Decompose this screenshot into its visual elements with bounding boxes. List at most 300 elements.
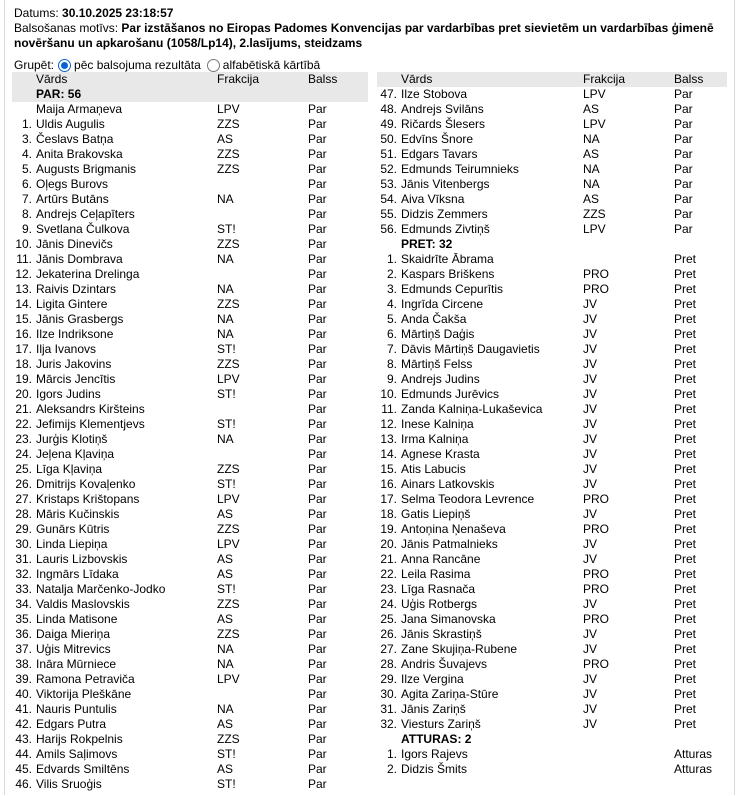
- vote: Par: [308, 717, 327, 731]
- deputy-name: Andrejs Svilāns: [401, 102, 484, 116]
- faction: JV: [583, 342, 598, 356]
- row-number: 3.: [21, 132, 32, 146]
- faction: JV: [583, 402, 598, 416]
- table-row: [12, 627, 368, 642]
- vote: Par: [674, 87, 693, 101]
- row-number: 55.: [380, 207, 397, 221]
- faction: LPV: [583, 87, 606, 101]
- deputy-name: Mārcis Jencītis: [36, 372, 116, 386]
- row-number: 26.: [380, 627, 397, 641]
- vote: Pret: [674, 402, 697, 416]
- vote: Pret: [674, 552, 697, 566]
- row-number: 51.: [380, 147, 397, 161]
- table-row: [377, 252, 727, 267]
- table-row: [12, 762, 368, 777]
- table-row: [12, 747, 368, 762]
- deputy-name: Juris Jakovins: [36, 357, 112, 371]
- deputy-name: Jānis Zariņš: [401, 702, 466, 716]
- motive-label: Balsošanas motīvs:: [14, 21, 119, 35]
- faction: ZZS: [217, 162, 240, 176]
- vote: Pret: [674, 507, 697, 521]
- vote: Par: [308, 342, 327, 356]
- deputy-name: Ināra Mūrniece: [36, 657, 117, 671]
- table-row: [12, 312, 368, 327]
- row-number: 30.: [380, 687, 397, 701]
- table-row: [12, 372, 368, 387]
- deputy-name: Jurģis Klotiņš: [36, 432, 108, 446]
- deputy-name: Edmunds Teirumnieks: [401, 162, 519, 176]
- row-number: 42.: [15, 717, 32, 731]
- faction: PRO: [583, 267, 610, 281]
- row-number: 1.: [386, 747, 397, 761]
- section-title: PAR: 56: [36, 87, 82, 101]
- row-number: 20.: [380, 537, 397, 551]
- vote: Pret: [674, 657, 697, 671]
- deputy-name: Dāvis Mārtiņš Daugavietis: [401, 342, 540, 356]
- deputy-name: Maija Armaņeva: [36, 102, 123, 116]
- motive-line: [14, 21, 729, 51]
- deputy-name: Valdis Maslovskis: [36, 597, 130, 611]
- grouping-label: Grupēt:: [14, 58, 55, 72]
- vote: Pret: [674, 447, 697, 461]
- deputy-name: Ligita Gintere: [36, 297, 108, 311]
- vote: Par: [308, 237, 327, 251]
- faction: PRO: [583, 282, 610, 296]
- vote: Par: [308, 462, 327, 476]
- faction: NA: [217, 282, 234, 296]
- row-number: 49.: [380, 117, 397, 131]
- deputy-name: Ingmārs Līdaka: [36, 567, 119, 581]
- table-row: [377, 477, 727, 492]
- faction: JV: [583, 507, 598, 521]
- deputy-name: Gatis Liepiņš: [401, 507, 471, 521]
- faction: ZZS: [217, 117, 240, 131]
- right-results-column: [377, 72, 727, 777]
- row-number: 25.: [380, 612, 397, 626]
- faction: JV: [583, 642, 598, 656]
- faction: PRO: [583, 522, 610, 536]
- deputy-name: Anda Čakša: [401, 312, 467, 326]
- table-row: [12, 282, 368, 297]
- deputy-name: Edvards Smiltēns: [36, 762, 130, 776]
- deputy-name: Gunārs Kūtris: [36, 522, 110, 536]
- deputy-name: Edmunds Zivtiņš: [401, 222, 490, 236]
- faction: AS: [217, 507, 234, 521]
- faction: JV: [583, 477, 598, 491]
- row-number: 9.: [21, 222, 32, 236]
- table-row: [377, 402, 727, 417]
- vote: Pret: [674, 567, 697, 581]
- table-row: [377, 567, 727, 582]
- vote: Par: [308, 762, 327, 776]
- deputy-name: Česlavs Batņa: [36, 132, 114, 146]
- deputy-name: Jānis Vitenbergs: [401, 177, 490, 191]
- table-row: [12, 222, 368, 237]
- radio-alphabetical[interactable]: [207, 59, 220, 72]
- radio-by-result[interactable]: [58, 59, 71, 72]
- table-row: [12, 432, 368, 447]
- table-row: [377, 687, 727, 702]
- table-row: [12, 147, 368, 162]
- row-number: 19.: [15, 372, 32, 386]
- vote: Par: [308, 252, 327, 266]
- vote: Pret: [674, 612, 697, 626]
- faction: PRO: [583, 657, 610, 671]
- row-number: 3.: [386, 282, 397, 296]
- radio-by-result-label[interactable]: pēc balsojuma rezultāta: [74, 58, 201, 72]
- faction: JV: [583, 552, 598, 566]
- faction: AS: [217, 132, 234, 146]
- table-row: [377, 207, 727, 222]
- deputy-name: Harijs Rokpelnis: [36, 732, 123, 746]
- radio-alphabetical-label[interactable]: alfabētiskā kārtībā: [222, 58, 321, 72]
- deputy-name: Ričards Šlesers: [401, 117, 486, 131]
- faction: ST!: [217, 747, 236, 761]
- table-row: [12, 477, 368, 492]
- vote: Pret: [674, 312, 697, 326]
- deputy-name: Mārtiņš Felss: [401, 357, 473, 371]
- faction: ZZS: [217, 297, 240, 311]
- table-row: [377, 117, 727, 132]
- section-title: PRET: 32: [401, 237, 453, 251]
- vote: Par: [308, 327, 327, 341]
- row-number: 40.: [15, 687, 32, 701]
- faction: JV: [583, 717, 598, 731]
- deputy-name: Aleksandrs Kiršteins: [36, 402, 145, 416]
- vote: Pret: [674, 717, 697, 731]
- vote: Par: [308, 357, 327, 371]
- deputy-name: Ingrīda Circene: [401, 297, 484, 311]
- row-number: 13.: [380, 432, 397, 446]
- deputy-name: Svetlana Čulkova: [36, 222, 130, 236]
- deputy-name: Ilja Ivanovs: [36, 342, 97, 356]
- vote-header: [14, 6, 729, 51]
- faction: JV: [583, 537, 598, 551]
- row-number: 20.: [15, 387, 32, 401]
- header-vote: Balss: [308, 72, 338, 86]
- faction: JV: [583, 447, 598, 461]
- row-number: 47.: [380, 87, 397, 101]
- deputy-name: Linda Matisone: [36, 612, 118, 626]
- vote: Par: [674, 177, 693, 191]
- deputy-name: Oļegs Burovs: [36, 177, 109, 191]
- vote: Pret: [674, 387, 697, 401]
- vote: Pret: [674, 687, 697, 701]
- vote: Par: [308, 702, 327, 716]
- deputy-name: Jekaterina Drelinga: [36, 267, 140, 281]
- vote: Par: [308, 312, 327, 326]
- faction: JV: [583, 312, 598, 326]
- faction: PRO: [583, 492, 610, 506]
- deputy-name: Jānis Patmalnieks: [401, 537, 498, 551]
- faction: JV: [583, 672, 598, 686]
- deputy-name: Ilze Stobova: [401, 87, 468, 101]
- row-number: 29.: [380, 672, 397, 686]
- faction: JV: [583, 372, 598, 386]
- row-number: 32.: [15, 567, 32, 581]
- vote: Pret: [674, 582, 697, 596]
- faction: ST!: [217, 342, 236, 356]
- deputy-name: Vilis Sruoģis: [36, 777, 102, 791]
- vote: Par: [308, 222, 327, 236]
- row-number: 24.: [380, 597, 397, 611]
- table-row: [12, 537, 368, 552]
- deputy-name: Edgars Putra: [36, 717, 107, 731]
- row-number: 28.: [15, 507, 32, 521]
- deputy-name: Nauris Puntulis: [36, 702, 117, 716]
- row-number: 4.: [386, 297, 397, 311]
- row-number: 17.: [15, 342, 32, 356]
- vote: Par: [308, 297, 327, 311]
- deputy-name: Uģis Rotbergs: [401, 597, 478, 611]
- vote: Pret: [674, 477, 697, 491]
- motive-value: Par izstāšanos no Eiropas Padomes Konvencijas par vardarbības pret sievietēm un vardarbības ģimenē novēršanu un apkarošanu (1058/Lp14), 2.lasījums, steidzams: [14, 21, 714, 50]
- row-number: 6.: [21, 177, 32, 191]
- deputy-name: Jānis Dombrava: [36, 252, 123, 266]
- row-number: 10.: [15, 237, 32, 251]
- table-row: [377, 747, 727, 762]
- faction: NA: [217, 192, 234, 206]
- vote: Par: [308, 402, 327, 416]
- deputy-name: Andrejs Ceļapīters: [36, 207, 135, 221]
- row-number: 53.: [380, 177, 397, 191]
- vote: Par: [674, 222, 693, 236]
- table-row: [377, 192, 727, 207]
- table-row: [377, 507, 727, 522]
- deputy-name: Jana Simanovska: [401, 612, 496, 626]
- deputy-name: Uldis Augulis: [36, 117, 105, 131]
- vote: Par: [308, 687, 327, 701]
- column-header: [377, 72, 727, 87]
- faction: JV: [583, 357, 598, 371]
- row-number: 18.: [380, 507, 397, 521]
- row-number: 28.: [380, 657, 397, 671]
- vote: Par: [308, 432, 327, 446]
- table-row: [377, 162, 727, 177]
- header-faction: Frakcija: [583, 72, 626, 86]
- faction: NA: [217, 312, 234, 326]
- faction: NA: [217, 642, 234, 656]
- table-row: [12, 117, 368, 132]
- vote: Par: [674, 162, 693, 176]
- row-number: 18.: [15, 357, 32, 371]
- table-row: [12, 462, 368, 477]
- table-row: [377, 327, 727, 342]
- vote: Par: [308, 372, 327, 386]
- faction: ZZS: [217, 462, 240, 476]
- deputy-name: Anita Brakovska: [36, 147, 123, 161]
- row-number: 39.: [15, 672, 32, 686]
- table-row: [377, 222, 727, 237]
- vote: Par: [308, 612, 327, 626]
- row-number: 1.: [21, 117, 32, 131]
- table-row: [12, 102, 368, 117]
- date-line: [14, 6, 729, 21]
- faction: ZZS: [583, 207, 606, 221]
- faction: NA: [583, 132, 600, 146]
- row-number: 21.: [15, 402, 32, 416]
- row-number: 1.: [386, 252, 397, 266]
- vote: Par: [308, 132, 327, 146]
- faction: NA: [217, 657, 234, 671]
- row-number: 10.: [380, 387, 397, 401]
- row-number: 12.: [380, 417, 397, 431]
- table-row: [12, 417, 368, 432]
- row-number: 5.: [21, 162, 32, 176]
- faction: LPV: [583, 117, 606, 131]
- deputy-name: Edmunds Jurēvics: [401, 387, 500, 401]
- faction: PRO: [583, 582, 610, 596]
- vote: Pret: [674, 627, 697, 641]
- table-row: [12, 237, 368, 252]
- vote: Par: [308, 492, 327, 506]
- vote: Par: [308, 657, 327, 671]
- vote: Pret: [674, 492, 697, 506]
- vote: Pret: [674, 357, 697, 371]
- deputy-name: Didzis Zemmers: [401, 207, 488, 221]
- header-faction: Frakcija: [217, 72, 260, 86]
- table-row: [12, 132, 368, 147]
- vote: Par: [308, 732, 327, 746]
- vote: Par: [308, 117, 327, 131]
- deputy-name: Viktorija Pleškāne: [36, 687, 132, 701]
- vote: Par: [308, 507, 327, 521]
- table-row: [12, 672, 368, 687]
- vote: Atturas: [674, 762, 713, 776]
- row-number: 37.: [15, 642, 32, 656]
- table-row: [12, 177, 368, 192]
- table-row: [377, 522, 727, 537]
- row-number: 31.: [15, 552, 32, 566]
- row-number: 23.: [15, 432, 32, 446]
- faction: ZZS: [217, 357, 240, 371]
- deputy-name: Daiga Mieriņa: [36, 627, 111, 641]
- vote: Par: [308, 627, 327, 641]
- table-row: [377, 612, 727, 627]
- row-number: 35.: [15, 612, 32, 626]
- faction: JV: [583, 627, 598, 641]
- table-row: [12, 297, 368, 312]
- row-number: 27.: [15, 492, 32, 506]
- faction: LPV: [217, 537, 240, 551]
- deputy-name: Viesturs Zariņš: [401, 717, 481, 731]
- vote: Par: [308, 282, 327, 296]
- faction: JV: [583, 687, 598, 701]
- row-number: 9.: [386, 372, 397, 386]
- table-row: [377, 267, 727, 282]
- vote: Par: [308, 522, 327, 536]
- deputy-name: Edmunds Cepurītis: [401, 282, 504, 296]
- vote: Pret: [674, 342, 697, 356]
- faction: NA: [217, 327, 234, 341]
- row-number: 29.: [15, 522, 32, 536]
- table-row: [377, 447, 727, 462]
- deputy-name: Edvīns Šnore: [401, 132, 474, 146]
- table-row: [12, 642, 368, 657]
- deputy-name: Amils Saļimovs: [36, 747, 118, 761]
- table-row: [377, 297, 727, 312]
- faction: ZZS: [217, 627, 240, 641]
- table-row: [12, 657, 368, 672]
- faction: JV: [583, 432, 598, 446]
- faction: AS: [583, 147, 600, 161]
- deputy-name: Skaidrīte Ābrama: [401, 252, 494, 266]
- deputy-name: Selma Teodora Levrence: [401, 492, 535, 506]
- vote: Pret: [674, 327, 697, 341]
- table-row: [12, 447, 368, 462]
- deputy-name: Edgars Tavars: [401, 147, 478, 161]
- table-row: [12, 387, 368, 402]
- vote: Atturas: [674, 747, 713, 761]
- table-row: [377, 312, 727, 327]
- vote: Par: [308, 387, 327, 401]
- table-row: [377, 87, 727, 102]
- row-number: 16.: [15, 327, 32, 341]
- row-number: 33.: [15, 582, 32, 596]
- deputy-name: Atis Labucis: [401, 462, 466, 476]
- table-row: [12, 612, 368, 627]
- row-number: 15.: [15, 312, 32, 326]
- deputy-name: Leila Rasima: [401, 567, 471, 581]
- table-row: [12, 357, 368, 372]
- deputy-name: Andris Šuvajevs: [401, 657, 488, 671]
- vote: Par: [674, 147, 693, 161]
- faction: AS: [217, 717, 234, 731]
- faction: ST!: [217, 387, 236, 401]
- table-row: [377, 672, 727, 687]
- deputy-name: Kristaps Krištopans: [36, 492, 140, 506]
- row-number: 4.: [21, 147, 32, 161]
- row-number: 38.: [15, 657, 32, 671]
- table-row: [377, 627, 727, 642]
- row-number: 36.: [15, 627, 32, 641]
- vote: Par: [308, 477, 327, 491]
- vote: Pret: [674, 417, 697, 431]
- vote: Par: [308, 147, 327, 161]
- deputy-name: Antoņina Ņenaševa: [401, 522, 506, 536]
- deputy-name: Jefimijs Klementjevs: [36, 417, 145, 431]
- column-header: [12, 72, 368, 87]
- faction: ST!: [217, 222, 236, 236]
- table-row: [12, 342, 368, 357]
- row-number: 41.: [15, 702, 32, 716]
- faction: ZZS: [217, 732, 240, 746]
- table-row: [12, 702, 368, 717]
- row-number: 16.: [380, 477, 397, 491]
- faction: JV: [583, 387, 598, 401]
- vote: Par: [308, 552, 327, 566]
- faction: AS: [217, 567, 234, 581]
- vote: Par: [308, 162, 327, 176]
- row-number: 8.: [386, 357, 397, 371]
- deputy-name: Lauris Lizbovskis: [36, 552, 128, 566]
- row-number: 31.: [380, 702, 397, 716]
- row-number: 7.: [386, 342, 397, 356]
- deputy-name: Linda Liepiņa: [36, 537, 108, 551]
- vote: Par: [674, 102, 693, 116]
- faction: LPV: [217, 492, 240, 506]
- table-row: [377, 357, 727, 372]
- grouping-control: [14, 57, 320, 73]
- deputy-name: Natalja Marčenko-Jodko: [36, 582, 166, 596]
- vote: Par: [308, 777, 327, 791]
- faction: LPV: [217, 372, 240, 386]
- table-row: [12, 327, 368, 342]
- row-number: 22.: [15, 417, 32, 431]
- row-number: 56.: [380, 222, 397, 236]
- row-number: 54.: [380, 192, 397, 206]
- table-row: [377, 462, 727, 477]
